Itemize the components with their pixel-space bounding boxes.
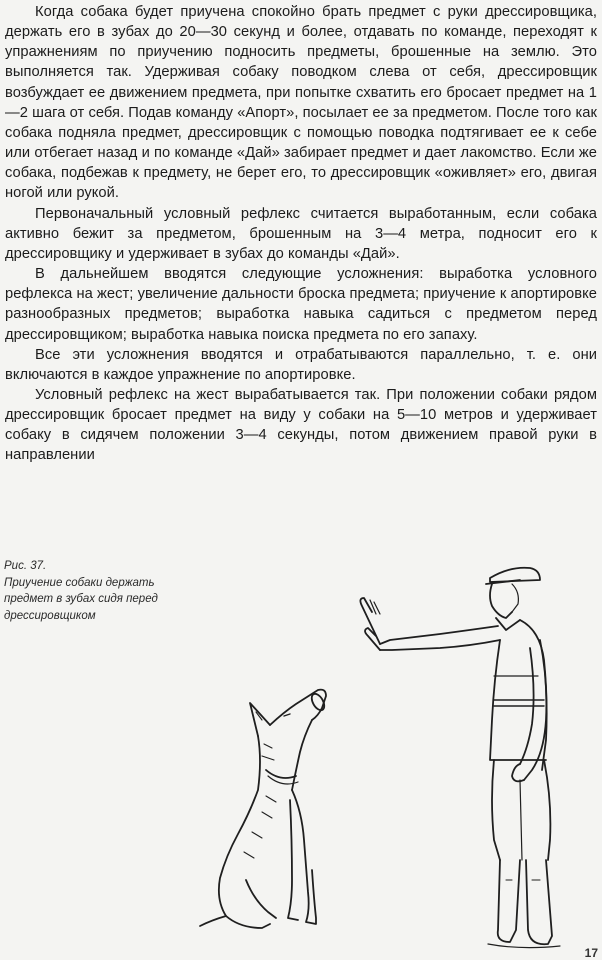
- paragraph: Когда собака будет приучена спокойно брать предмет с руки дрессировщика, держать его в зубах до 20—30 секунд и более, отдавать по команде, переходят к упражнениям по приучению подносить предметы, брошенные на землю. Это выполняется так. Удерживая собаку поводком слева от себя, дрессировщик возбуждает ее движением предмета, при попытке схватить его бросает предмет на 1—2 шага от себя. Подав команду «Апорт», посылает ее за предметом. После того как собака подняла предмет, дрессировщик с помощью поводка подтягивает ее к себе или отбегает назад и по команде «Дай» забирает предмет и дает лакомство. Если же собака, подбежав к предмету, не берет его, то дрессировщик «оживляет» его, двигая ногой или рукой.: [5, 4, 597, 202]
- paragraph: Все эти усложнения вводятся и отрабатываются параллельно, т. е. они включаются в каждое упражнение по апортировке.: [5, 346, 597, 383]
- figure-number: Рис. 37.: [4, 560, 47, 572]
- trainer-drawing: [360, 568, 560, 948]
- dog-drawing: [200, 690, 327, 928]
- figure-caption: [4, 558, 182, 624]
- body-text: [5, 2, 597, 466]
- paragraph: Условный рефлекс на жест вырабатывается так. При положении собаки рядом дрессировщик бросает предмет на виду у собаки на 5—10 метров и удерживает собаку в сидячем положении 3—4 секунды, потом движением правой руки в направлении: [5, 386, 597, 464]
- page-number: 17: [584, 946, 598, 960]
- figure-illustration: [180, 555, 602, 960]
- figure-caption-text: Приучение собаки держать предмет в зубах сидя перед дрессировщиком: [4, 576, 158, 622]
- paragraph: В дальнейшем вводятся следующие усложнения: выработка условного рефлекса на жест; увеличение дальности броска предмета; приучение к апортировке разнообразных предметов; выработка навыка садиться с предметом перед дрессировщиком; выработка навыка поиска предмета по его запаху.: [5, 266, 597, 343]
- paragraph: Первоначальный условный рефлекс считается выработанным, если собака активно бежит за предметом, брошенным на 3—4 метра, подносит его к дрессировщику и удерживает в зубах до команды «Дай».: [5, 205, 597, 262]
